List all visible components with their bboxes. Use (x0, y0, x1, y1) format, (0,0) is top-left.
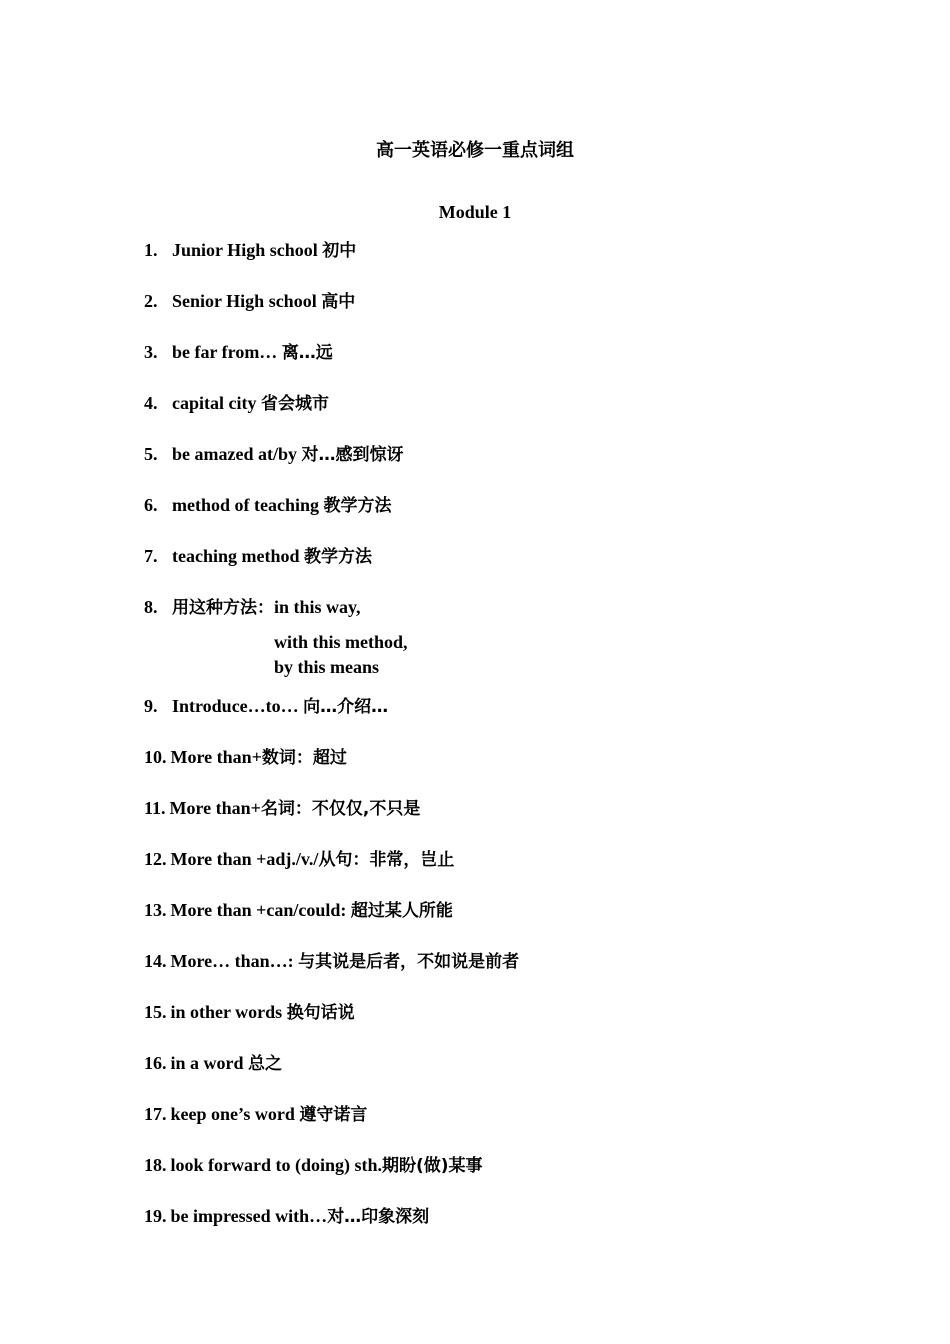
chinese-meaning: 用这种方法： (172, 598, 274, 618)
item-number: 4. (144, 393, 158, 413)
phrase-item-15 (144, 1000, 844, 1025)
phrase-item-14 (144, 949, 844, 974)
item-number: 7. (144, 546, 158, 566)
document-title: 高一英语必修一重点词组 (376, 140, 574, 161)
english-phrase: capital city (172, 393, 261, 413)
item-number: 5. (144, 444, 158, 464)
english-phrase: More than +adj./v./ (170, 849, 319, 869)
chinese-meaning: 遵守诺言 (299, 1105, 368, 1125)
chinese-meaning: 教学方法 (323, 496, 392, 516)
item-number: 2. (144, 291, 158, 311)
english-phrase: in other words (170, 1002, 287, 1022)
phrase-item-2 (144, 289, 844, 314)
chinese-meaning: 省会城市 (260, 394, 329, 414)
item-number: 18. (144, 1155, 167, 1175)
phrase-item-11 (144, 796, 844, 821)
english-phrase: in this way, (274, 597, 361, 617)
chinese-meaning: 教学方法 (304, 547, 372, 567)
chinese-meaning: 对…感到惊讶 (301, 445, 404, 465)
chinese-meaning: 名词：不仅仅,不只是 (260, 799, 421, 819)
english-phrase: method of teaching (172, 495, 324, 515)
phrase-item-1 (144, 238, 844, 263)
item-number: 14. (144, 951, 167, 971)
phrase-item-7 (144, 544, 844, 569)
english-phrase: Junior High school (172, 240, 323, 260)
phrase-item-8 (144, 595, 844, 680)
item-number: 16. (144, 1053, 167, 1073)
phrase-item-9 (144, 694, 844, 719)
chinese-meaning: 初中 (322, 241, 357, 261)
phrase-list (144, 238, 844, 1229)
phrase-item-12 (144, 847, 844, 872)
phrase-item-19 (144, 1204, 844, 1229)
chinese-meaning: 换句话说 (286, 1003, 355, 1023)
phrase-item-4 (144, 391, 844, 416)
item-number: 6. (144, 495, 158, 515)
phrase-item-5 (144, 442, 844, 467)
phrase-item-16 (144, 1051, 844, 1076)
item-number: 3. (144, 342, 158, 362)
chinese-meaning: 从句：非常，岂止 (318, 850, 455, 870)
english-phrase: More than+ (170, 747, 262, 767)
english-phrase: be impressed with… (170, 1206, 328, 1226)
english-phrase: Senior High school (172, 291, 322, 311)
phrase-item-17 (144, 1102, 844, 1127)
chinese-meaning: 与其说是后者，不如说是前者 (298, 952, 520, 972)
chinese-meaning: 超过某人所能 (350, 901, 453, 921)
item-number: 12. (144, 849, 167, 869)
chinese-meaning: 数词：超过 (261, 748, 347, 768)
item-number: 13. (144, 900, 167, 920)
english-phrase: be far from… (172, 342, 282, 362)
english-phrase: More than+ (169, 798, 261, 818)
phrase-item-10 (144, 745, 844, 770)
chinese-meaning: 高中 (321, 292, 356, 312)
chinese-meaning: 期盼(做)某事 (382, 1156, 483, 1176)
item-number: 11. (144, 798, 166, 818)
item-number: 15. (144, 1002, 167, 1022)
alternative-phrases (144, 630, 844, 680)
item-number: 8. (144, 597, 158, 617)
english-phrase: in a word (170, 1053, 249, 1073)
item-number: 17. (144, 1104, 167, 1124)
english-phrase: look forward to (doing) sth. (170, 1155, 383, 1175)
english-phrase: keep one’s word (170, 1104, 300, 1124)
item-number: 10. (144, 747, 167, 767)
phrase-item-6 (144, 493, 844, 518)
english-phrase: teaching method (172, 546, 304, 566)
phrase-item-13 (144, 898, 844, 923)
item-number: 9. (144, 696, 158, 716)
chinese-meaning: 对…印象深刻 (327, 1207, 430, 1227)
alternative-phrase: by this means (274, 657, 380, 677)
phrase-item-3 (144, 340, 844, 365)
section-heading: Module 1 (438, 202, 512, 222)
english-phrase: More than +can/could: (170, 900, 351, 920)
item-number: 1. (144, 240, 158, 260)
alternative-phrase: with this method, (274, 632, 408, 652)
chinese-meaning: 离…远 (281, 343, 333, 363)
item-number: 19. (144, 1206, 167, 1226)
chinese-meaning: 总之 (248, 1054, 283, 1074)
english-phrase: More… than…: (170, 951, 299, 971)
phrase-item-18 (144, 1153, 844, 1178)
english-phrase: be amazed at/by (172, 444, 302, 464)
chinese-meaning: 向…介绍… (303, 697, 389, 717)
english-phrase: Introduce…to… (172, 696, 304, 716)
